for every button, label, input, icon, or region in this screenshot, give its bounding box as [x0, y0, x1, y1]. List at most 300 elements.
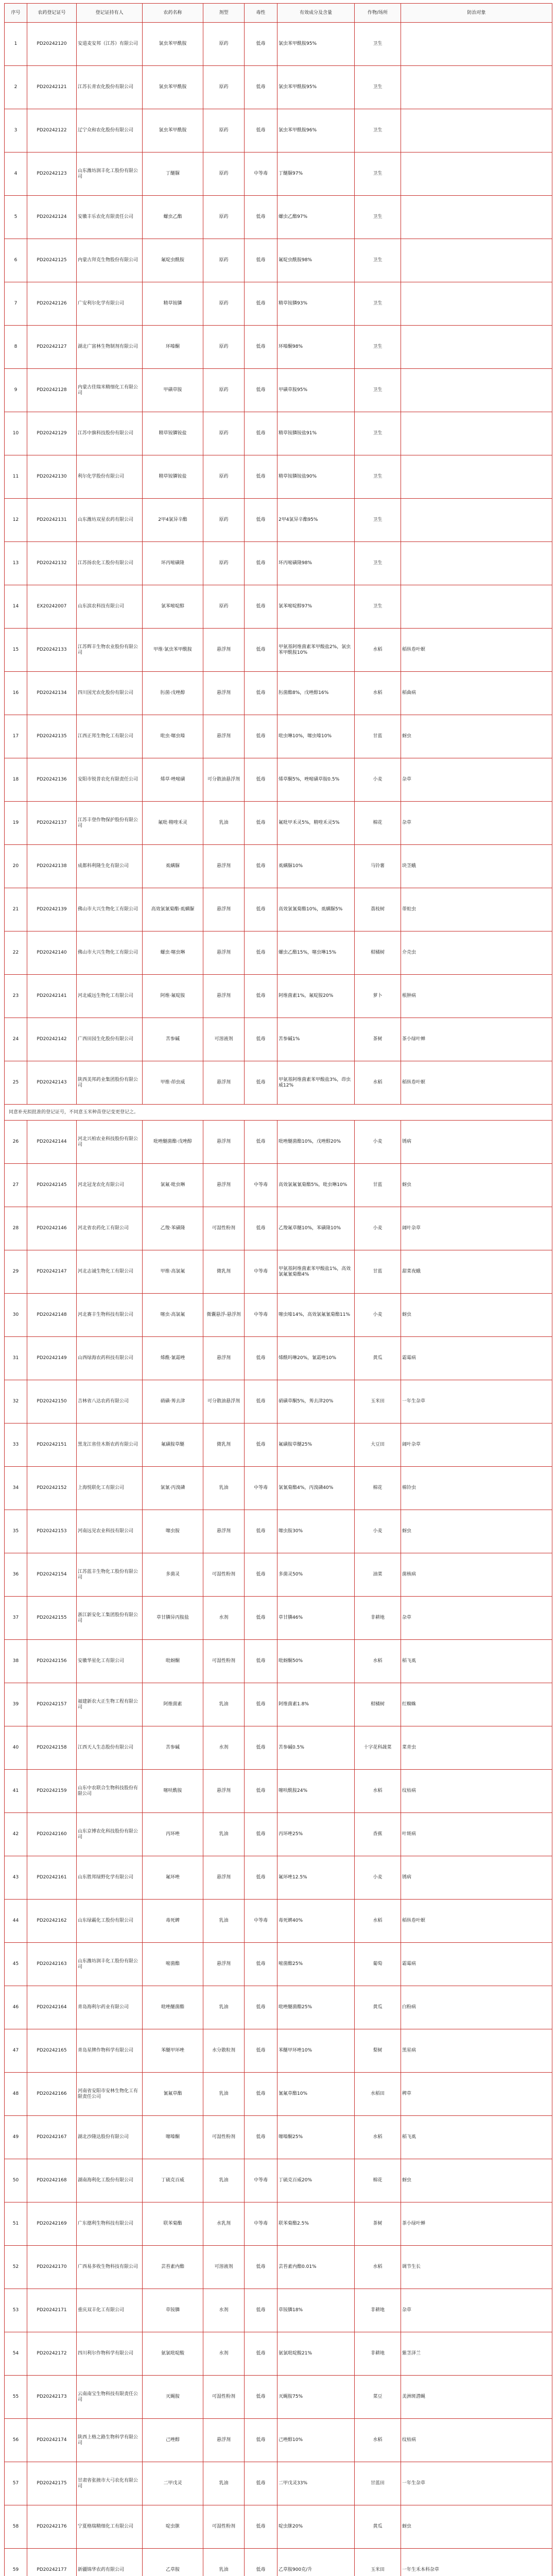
cell-name: 氯虫苯甲酰胺 — [143, 23, 203, 66]
cell-crop: 十字花科蔬菜 — [355, 1726, 401, 1770]
cell-holder: 陕西上格之路生物科学有限公司 — [77, 2419, 143, 2462]
cell-target: 蚜虫 — [401, 2505, 552, 2549]
cell-target: 锈病 — [401, 1121, 552, 1164]
cell-target: 杂草 — [401, 802, 552, 845]
cell-form: 可溶液剂 — [203, 2246, 245, 2289]
cell-name: 肟菌·戊唑醇 — [143, 672, 203, 715]
cell-form: 乳油 — [203, 1683, 245, 1726]
cell-form: 原药 — [203, 326, 245, 369]
table-row — [5, 1943, 552, 1986]
cell-name: 丁醚脲 — [143, 152, 203, 196]
cell-crop: 小麦 — [355, 1207, 401, 1250]
cell-target: 阔叶杂草 — [401, 1423, 552, 1467]
cell-reg: PD20242126 — [27, 282, 77, 326]
header-form: 剂型 — [203, 4, 245, 23]
cell-ai: 苯醚甲环唑10% — [277, 2029, 355, 2073]
cell-form: 可湿性粉剂 — [203, 1207, 245, 1250]
cell-name: 甲维·高氯氟 — [143, 1250, 203, 1294]
cell-form: 可分散油悬浮剂 — [203, 758, 245, 802]
cell-reg: PD20242146 — [27, 1207, 77, 1250]
table-row — [5, 1813, 552, 1856]
table-row — [5, 2159, 552, 2202]
cell-holder: 广西易多收生物科技有限公司 — [77, 2246, 143, 2289]
cell-ai: 苦参碱0.5% — [277, 1726, 355, 1770]
cell-tox: 低毒 — [245, 282, 277, 326]
cell-holder: 广西田园生化股份有限公司 — [77, 1018, 143, 1061]
cell-name: 噻虫胺 — [143, 1510, 203, 1553]
cell-tox: 低毒 — [245, 412, 277, 455]
cell-form: 微囊悬浮-悬浮剂 — [203, 1294, 245, 1337]
cell-crop: 卫生 — [355, 455, 401, 499]
cell-target: 纹枯病 — [401, 2419, 552, 2462]
cell-ai: 氯苯嘧啶醇97% — [277, 585, 355, 629]
cell-form: 悬浮剂 — [203, 845, 245, 888]
table-row — [5, 282, 552, 326]
cell-crop: 棉花 — [355, 1467, 401, 1510]
cell-ai: 芸苔素内酯0.01% — [277, 2246, 355, 2289]
cell-name: 苦参碱 — [143, 1018, 203, 1061]
cell-no: 10 — [5, 412, 27, 455]
cell-no: 48 — [5, 2073, 27, 2116]
cell-crop: 卫生 — [355, 499, 401, 542]
cell-no: 33 — [5, 1423, 27, 1467]
cell-holder: 山东京博农化科技股份有限公司 — [77, 1813, 143, 1856]
cell-crop: 水稻 — [355, 1061, 401, 1105]
cell-name: 噻呋酰胺 — [143, 1770, 203, 1813]
cell-no: 57 — [5, 2462, 27, 2505]
cell-ai: 硝磺草酮5%，莠去津20% — [277, 1380, 355, 1423]
cell-tox: 低毒 — [245, 1986, 277, 2029]
cell-ai: 噻呋酰胺24% — [277, 1770, 355, 1813]
cell-holder: 江苏中旗科技股份有限公司 — [77, 412, 143, 455]
table-row — [5, 152, 552, 196]
cell-name: 甲磺草胺 — [143, 369, 203, 412]
cell-tox: 低毒 — [245, 1726, 277, 1770]
cell-form: 原药 — [203, 282, 245, 326]
cell-holder: 河北赛丰生物科技有限公司 — [77, 1294, 143, 1337]
cell-name: 啶虫脒 — [143, 2505, 203, 2549]
cell-reg: PD20242134 — [27, 672, 77, 715]
cell-no: 49 — [5, 2116, 27, 2159]
table-row — [5, 1553, 552, 1597]
cell-ai: 啶虫脒20% — [277, 2505, 355, 2549]
cell-ai: 螺虫乙酯15%，噻虫啉15% — [277, 931, 355, 975]
cell-no: 12 — [5, 499, 27, 542]
cell-name: 噻虫·高氯氟 — [143, 1294, 203, 1337]
table-row — [5, 1294, 552, 1337]
cell-ai: 烯酰吗啉20%，氰霜唑10% — [277, 1337, 355, 1380]
cell-no: 24 — [5, 1018, 27, 1061]
cell-name: 噻嗪酮 — [143, 2116, 203, 2159]
cell-name: 烯酰·氰霜唑 — [143, 1337, 203, 1380]
table-row — [5, 1900, 552, 1943]
cell-crop: 卫生 — [355, 196, 401, 239]
cell-crop: 水稻 — [355, 629, 401, 672]
cell-no: 54 — [5, 2332, 27, 2376]
cell-target: 块茎蛾 — [401, 845, 552, 888]
cell-holder: 青岛海利尔药业有限公司 — [77, 1986, 143, 2029]
cell-tox: 低毒 — [245, 672, 277, 715]
cell-tox: 低毒 — [245, 1597, 277, 1640]
table-row — [5, 758, 552, 802]
cell-name: 阿维菌素 — [143, 1683, 203, 1726]
cell-form: 乳油 — [203, 2159, 245, 2202]
cell-no: 23 — [5, 975, 27, 1018]
cell-target: 稻曲病 — [401, 672, 552, 715]
cell-crop: 甘蓝 — [355, 1164, 401, 1207]
cell-tox: 中等毒 — [245, 1467, 277, 1510]
cell-reg: PD20242135 — [27, 715, 77, 758]
cell-ai: 嘧菌酯25% — [277, 1943, 355, 1986]
cell-target — [401, 196, 552, 239]
cell-ai: 吡唑醚菌酯10%，戊唑醇20% — [277, 1121, 355, 1164]
cell-target: 蚜虫 — [401, 1510, 552, 1553]
cell-target — [401, 412, 552, 455]
table-row — [5, 66, 552, 109]
cell-crop: 玉米田 — [355, 1380, 401, 1423]
table-row — [5, 455, 552, 499]
cell-no: 38 — [5, 1640, 27, 1683]
cell-reg: PD20242133 — [27, 629, 77, 672]
cell-reg: PD20242174 — [27, 2419, 77, 2462]
cell-form: 可湿性粉剂 — [203, 2116, 245, 2159]
cell-reg: PD20242168 — [27, 2159, 77, 2202]
cell-ai: 二甲戊灵33% — [277, 2462, 355, 2505]
cell-crop: 甘蓝 — [355, 1250, 401, 1294]
cell-form: 微乳剂 — [203, 1250, 245, 1294]
cell-holder: 新疆锦华农药有限公司 — [77, 2549, 143, 2576]
table-row — [5, 1207, 552, 1250]
table-row — [5, 1510, 552, 1553]
cell-target: 紫茎泽兰 — [401, 2332, 552, 2376]
cell-name: 环丙嘧磺隆 — [143, 542, 203, 585]
cell-holder: 河北省农药化工有限公司 — [77, 1207, 143, 1250]
cell-tox: 低毒 — [245, 1337, 277, 1380]
cell-reg: PD20242148 — [27, 1294, 77, 1337]
cell-form: 水分散粒剂 — [203, 2029, 245, 2073]
cell-crop: 非耕地 — [355, 1597, 401, 1640]
cell-crop: 小麦 — [355, 1294, 401, 1337]
cell-crop: 黄瓜 — [355, 1337, 401, 1380]
cell-name: 氟磺胺草醚 — [143, 1423, 203, 1467]
header-target: 防治对象 — [401, 4, 552, 23]
cell-no: 42 — [5, 1813, 27, 1856]
cell-target — [401, 326, 552, 369]
cell-target — [401, 109, 552, 152]
table-row — [5, 2376, 552, 2419]
cell-tox: 低毒 — [245, 629, 277, 672]
cell-reg: PD20242156 — [27, 1640, 77, 1683]
cell-form: 原药 — [203, 585, 245, 629]
cell-no: 14 — [5, 585, 27, 629]
cell-ai: 丁醚脲97% — [277, 152, 355, 196]
cell-ai: 乙羧氟草醚10%，苯磺隆10% — [277, 1207, 355, 1250]
table-row — [5, 1467, 552, 1510]
cell-no: 56 — [5, 2419, 27, 2462]
cell-tox: 低毒 — [245, 239, 277, 282]
cell-form: 悬浮剂 — [203, 931, 245, 975]
cell-tox: 低毒 — [245, 1207, 277, 1250]
cell-crop: 荔枝树 — [355, 888, 401, 931]
cell-tox: 低毒 — [245, 1121, 277, 1164]
cell-holder: 河北冠龙农化有限公司 — [77, 1164, 143, 1207]
table-row — [5, 2116, 552, 2159]
cell-crop: 萝卜 — [355, 975, 401, 1018]
cell-tox: 低毒 — [245, 2029, 277, 2073]
cell-name: 氯氟·吡虫啉 — [143, 1164, 203, 1207]
cell-ai: 苦参碱1% — [277, 1018, 355, 1061]
cell-no: 11 — [5, 455, 27, 499]
cell-holder: 江苏蓝丰生物化工股份有限公司 — [77, 1553, 143, 1597]
cell-crop: 水稻 — [355, 672, 401, 715]
cell-reg: PD20242139 — [27, 888, 77, 931]
cell-reg: PD20242158 — [27, 1726, 77, 1770]
cell-form: 乳油 — [203, 2073, 245, 2116]
cell-form: 原药 — [203, 196, 245, 239]
cell-crop: 卫生 — [355, 66, 401, 109]
cell-holder: 辽宁众和农化股份有限公司 — [77, 109, 143, 152]
cell-tox: 中等毒 — [245, 1900, 277, 1943]
cell-target — [401, 499, 552, 542]
cell-holder: 青岛星牌作物科学有限公司 — [77, 2029, 143, 2073]
cell-reg: PD20242154 — [27, 1553, 77, 1597]
cell-crop: 油菜 — [355, 1553, 401, 1597]
cell-holder: 山东潍坊润丰化工股份有限公司 — [77, 1943, 143, 1986]
cell-form: 原药 — [203, 412, 245, 455]
cell-crop: 非耕地 — [355, 2289, 401, 2332]
table-row — [5, 629, 552, 672]
cell-tox: 低毒 — [245, 975, 277, 1018]
cell-ai: 虱螨脲10% — [277, 845, 355, 888]
cell-ai: 丁硫克百威20% — [277, 2159, 355, 2202]
cell-no: 39 — [5, 1683, 27, 1726]
cell-holder: 山东潍坊双星农药有限公司 — [77, 499, 143, 542]
cell-form: 乳油 — [203, 1467, 245, 1510]
cell-holder: 广安利尔化学有限公司 — [77, 282, 143, 326]
cell-holder: 甘肃省张掖市大弓农化有限公司 — [77, 2462, 143, 2505]
table-row — [5, 1597, 552, 1640]
table-row — [5, 2289, 552, 2332]
cell-no: 29 — [5, 1250, 27, 1294]
table-body — [5, 23, 552, 2576]
cell-tox: 中等毒 — [245, 2159, 277, 2202]
cell-name: 苯醚甲环唑 — [143, 2029, 203, 2073]
cell-tox: 低毒 — [245, 2116, 277, 2159]
table-row — [5, 1726, 552, 1770]
cell-no: 34 — [5, 1467, 27, 1510]
cell-ai: 精草铵膦铵盐91% — [277, 412, 355, 455]
cell-no: 55 — [5, 2376, 27, 2419]
header-crop: 作物/场所 — [355, 4, 401, 23]
cell-name: 虱螨脲 — [143, 845, 203, 888]
cell-reg: PD20242155 — [27, 1597, 77, 1640]
cell-reg: PD20242165 — [27, 2029, 77, 2073]
cell-reg: PD20242145 — [27, 1164, 77, 1207]
cell-tox: 低毒 — [245, 1423, 277, 1467]
table-row — [5, 2202, 552, 2246]
cell-holder: 安阳市锐普农化有限责任公司 — [77, 758, 143, 802]
cell-target: 美洲斑潜蝇 — [401, 2376, 552, 2419]
cell-name: 氟环唑 — [143, 1856, 203, 1900]
table-row — [5, 2332, 552, 2376]
cell-reg: PD20242125 — [27, 239, 77, 282]
cell-ai: 氟吡甲禾灵5%，精喹禾灵5% — [277, 802, 355, 845]
cell-crop: 卫生 — [355, 239, 401, 282]
cell-ai: 肟菌酯8%，戊唑醇16% — [277, 672, 355, 715]
cell-crop: 香蕉 — [355, 1813, 401, 1856]
table-row — [5, 1250, 552, 1294]
cell-crop: 大豆田 — [355, 1423, 401, 1467]
notice-row — [5, 1105, 552, 1121]
cell-reg: PD20242123 — [27, 152, 77, 196]
cell-crop: 棉花 — [355, 2159, 401, 2202]
table-row — [5, 1121, 552, 1164]
cell-target: 稻纵卷叶螟 — [401, 629, 552, 672]
cell-ai: 甲磺草胺95% — [277, 369, 355, 412]
cell-target: 一年生禾本科杂草 — [401, 2549, 552, 2576]
cell-ai: 噻嗪酮25% — [277, 2116, 355, 2159]
cell-reg: PD20242173 — [27, 2376, 77, 2419]
cell-ai: 精草铵膦铵盐90% — [277, 455, 355, 499]
cell-holder: 江西天人生态股份有限公司 — [77, 1726, 143, 1770]
cell-target: 黑星病 — [401, 2029, 552, 2073]
cell-name: 高效氯氰菊酯·虱螨脲 — [143, 888, 203, 931]
cell-tox: 低毒 — [245, 455, 277, 499]
cell-target: 杂草 — [401, 2289, 552, 2332]
cell-form: 悬浮剂 — [203, 975, 245, 1018]
cell-crop: 茶树 — [355, 2202, 401, 2246]
cell-reg: PD20242170 — [27, 2246, 77, 2289]
cell-no: 18 — [5, 758, 27, 802]
cell-reg: PD20242143 — [27, 1061, 77, 1105]
cell-holder: 安徽华星化工有限公司 — [77, 1640, 143, 1683]
cell-name: 阿维·氟啶胺 — [143, 975, 203, 1018]
cell-ai: 氯虫苯甲酰胺95% — [277, 23, 355, 66]
cell-target: 稗草 — [401, 2073, 552, 2116]
cell-crop: 卫生 — [355, 369, 401, 412]
cell-no: 41 — [5, 1770, 27, 1813]
cell-tox: 低毒 — [245, 1061, 277, 1105]
cell-target: 叶斑病 — [401, 1813, 552, 1856]
cell-holder: 重庆双丰化工有限公司 — [77, 2289, 143, 2332]
cell-name: 丁硫克百威 — [143, 2159, 203, 2202]
cell-reg: PD20242147 — [27, 1250, 77, 1294]
cell-reg: PD20242137 — [27, 802, 77, 845]
cell-target: 蚜虫 — [401, 1294, 552, 1337]
cell-target: 稻飞虱 — [401, 2116, 552, 2159]
cell-target: 锈病 — [401, 1856, 552, 1900]
cell-target: 红蜘蛛 — [401, 1683, 552, 1726]
cell-tox: 中等毒 — [245, 1164, 277, 1207]
cell-form: 悬浮剂 — [203, 1164, 245, 1207]
cell-form: 悬浮剂 — [203, 672, 245, 715]
cell-no: 6 — [5, 239, 27, 282]
notice-text: 同意补充拟批准的登记证号，不同意玉米种苗登记变更登记之。 — [5, 1105, 552, 1121]
cell-reg: PD20242132 — [27, 542, 77, 585]
cell-crop: 马铃薯 — [355, 845, 401, 888]
cell-tox: 中等毒 — [245, 1294, 277, 1337]
cell-no: 5 — [5, 196, 27, 239]
cell-target: 杂草 — [401, 758, 552, 802]
cell-no: 44 — [5, 1900, 27, 1943]
cell-holder: 山东绿霸化工股份有限公司 — [77, 1900, 143, 1943]
cell-crop: 水稻 — [355, 2419, 401, 2462]
cell-reg: PD20242138 — [27, 845, 77, 888]
cell-no: 28 — [5, 1207, 27, 1250]
cell-ai: 丙环唑25% — [277, 1813, 355, 1856]
table-row — [5, 1640, 552, 1683]
cell-reg: PD20242122 — [27, 109, 77, 152]
header-tox: 毒性 — [245, 4, 277, 23]
cell-no: 8 — [5, 326, 27, 369]
cell-no: 59 — [5, 2549, 27, 2576]
cell-ai: 噻虫嗪14%，高效氯氟氰菊酯11% — [277, 1294, 355, 1337]
cell-tox: 中等毒 — [245, 152, 277, 196]
cell-tox: 低毒 — [245, 2419, 277, 2462]
cell-form: 可湿性粉剂 — [203, 1553, 245, 1597]
cell-reg: PD20242142 — [27, 1018, 77, 1061]
cell-holder: 安徽丰乐农化有限责任公司 — [77, 196, 143, 239]
cell-tox: 低毒 — [245, 1683, 277, 1726]
cell-tox: 低毒 — [245, 2549, 277, 2576]
cell-tox: 低毒 — [245, 66, 277, 109]
cell-tox: 低毒 — [245, 1770, 277, 1813]
cell-tox: 低毒 — [245, 1640, 277, 1683]
table-row — [5, 931, 552, 975]
cell-crop: 茶树 — [355, 1018, 401, 1061]
cell-tox: 低毒 — [245, 1510, 277, 1553]
cell-no: 17 — [5, 715, 27, 758]
cell-no: 32 — [5, 1380, 27, 1423]
cell-no: 37 — [5, 1597, 27, 1640]
cell-ai: 阿维菌素1.8% — [277, 1683, 355, 1726]
cell-tox: 低毒 — [245, 2462, 277, 2505]
cell-tox: 低毒 — [245, 109, 277, 152]
cell-crop: 卫生 — [355, 412, 401, 455]
cell-reg: PD20242129 — [27, 412, 77, 455]
cell-no: 31 — [5, 1337, 27, 1380]
cell-no: 51 — [5, 2202, 27, 2246]
cell-holder: 陕西美邦药业集团股份有限公司 — [77, 1061, 143, 1105]
cell-target: 纹枯病 — [401, 1770, 552, 1813]
cell-crop: 梨树 — [355, 2029, 401, 2073]
cell-ai: 烯草酮5%，唑嘧磺草胺0.5% — [277, 758, 355, 802]
cell-holder: 上海悦联化工有限公司 — [77, 1467, 143, 1510]
cell-tox: 低毒 — [245, 1943, 277, 1986]
cell-tox: 低毒 — [245, 542, 277, 585]
cell-target — [401, 23, 552, 66]
cell-crop: 水稻 — [355, 2116, 401, 2159]
cell-target: 蚜虫 — [401, 2159, 552, 2202]
cell-ai: 环嗪酮98% — [277, 326, 355, 369]
table-row — [5, 542, 552, 585]
cell-target — [401, 542, 552, 585]
table-row — [5, 239, 552, 282]
cell-ai: 氯虫苯甲酰胺96% — [277, 109, 355, 152]
cell-reg: PD20242127 — [27, 326, 77, 369]
cell-ai: 氰氟草酯10% — [277, 2073, 355, 2116]
cell-ai: 螺虫乙酯97% — [277, 196, 355, 239]
cell-name: 氟吡·精喹禾灵 — [143, 802, 203, 845]
cell-crop: 水稻田 — [355, 2073, 401, 2116]
cell-ai: 甲氨基阿维菌素苯甲酸盐2%，氯虫苯甲酰胺10% — [277, 629, 355, 672]
cell-name: 甲维·茚虫威 — [143, 1061, 203, 1105]
cell-reg: PD20242149 — [27, 1337, 77, 1380]
cell-reg: PD20242175 — [27, 2462, 77, 2505]
cell-tox: 中等毒 — [245, 1250, 277, 1294]
cell-reg: PD20242121 — [27, 66, 77, 109]
cell-tox: 低毒 — [245, 715, 277, 758]
